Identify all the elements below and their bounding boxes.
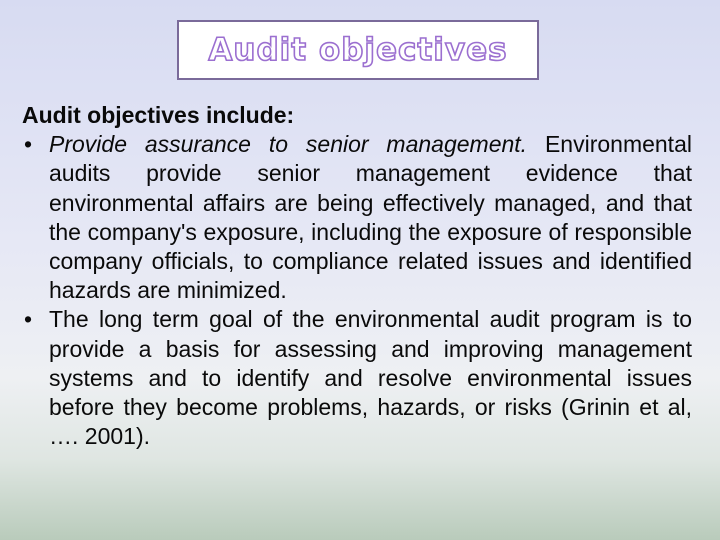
bullet-text: The long term goal of the environmental audit program is to provide a basis for assessing and improving management systems and to identify and resolve environmental issues before they become problems, hazards, or risks (Grinin et al, …. 2001). xyxy=(49,306,692,450)
bullet-lead-text: Provide assurance to senior management. xyxy=(49,131,528,158)
slide-title: Audit objectives xyxy=(208,32,508,68)
title-box xyxy=(177,20,539,80)
bullet-icon: • xyxy=(24,131,33,158)
list-item xyxy=(22,130,692,305)
intro-text: Audit objectives include: xyxy=(22,102,295,128)
list-item xyxy=(22,305,692,451)
bullet-text: Environmental audits provide senior management evidence that environmental affairs are being effectively managed, and that the company's exposure, including the exposure of responsible company officials, to compliance related issues and identified hazards are minimized. xyxy=(49,131,692,304)
slide-body xyxy=(22,101,692,451)
bullet-icon: • xyxy=(24,306,33,333)
bullet-list xyxy=(22,130,692,451)
